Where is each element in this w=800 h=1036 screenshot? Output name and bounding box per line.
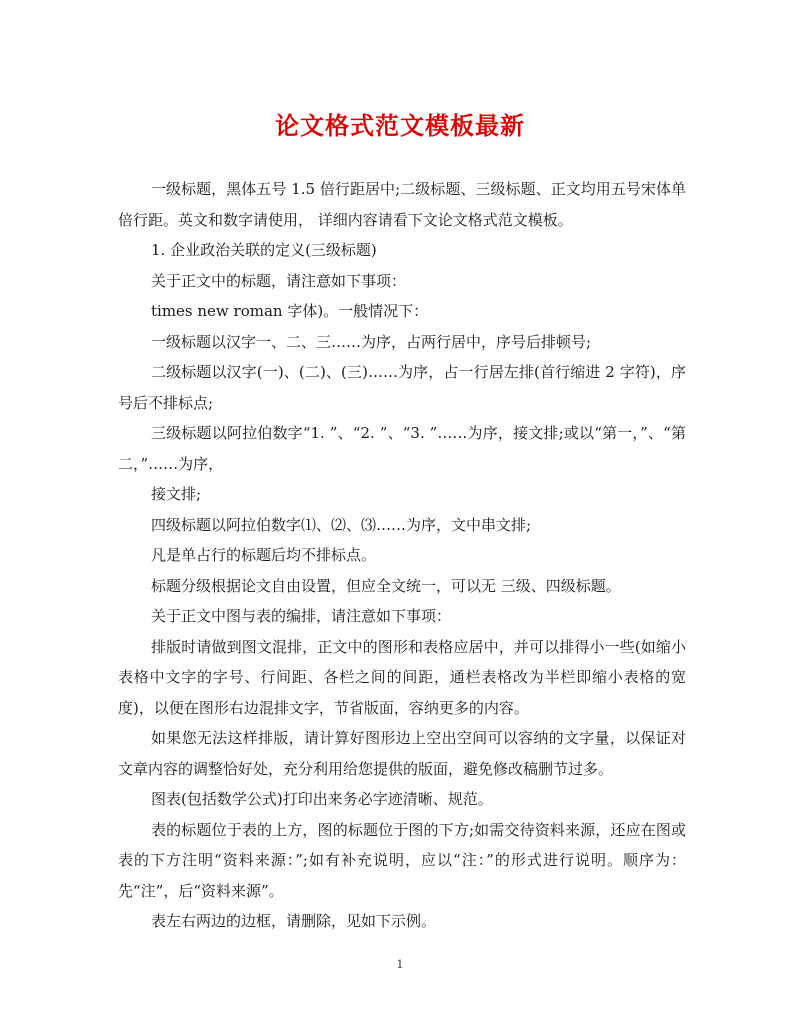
paragraph: 三级标题以阿拉伯数字“1. ”、“2. ”、“3. ”……为序，接文排;或以“第一，”、“第二，”……为序， bbox=[118, 424, 686, 473]
document-body bbox=[118, 174, 686, 937]
page-number: 1 bbox=[396, 958, 404, 971]
paragraph: 表的标题位于表的上方，图的标题位于图的下方;如需交待资料来源，还应在图或表的下方注明“资料来源：”;如有补充说明，应以“注：”的形式进行说明。顺序为：先“注”，后“资料来源”。 bbox=[118, 820, 686, 900]
paragraph: times new roman 字体)。一般情况下： bbox=[151, 302, 429, 320]
paragraph: 表左右两边的边框，请删除，见如下示例。 bbox=[151, 912, 437, 930]
document-title: 论文格式范文模板最新 bbox=[275, 111, 525, 140]
paragraph: 如果您无法这样排版，请计算好图形边上空出空间可以容纳的文字量，以保证对文章内容的调整恰好处，充分利用给您提供的版面，避免修改稿删节过多。 bbox=[118, 729, 686, 778]
paragraph: 关于正文中的标题，请注意如下事项： bbox=[151, 271, 407, 290]
paragraph: 凡是单占行的标题后均不排标点。 bbox=[151, 546, 377, 564]
paragraph: 一级标题，黑体五号 1.5 倍行距居中;二级标题、三级标题、正文均用五号宋体单倍行距。英文和数字请使用， 详细内容请看下文论文格式范文模板。 bbox=[118, 180, 686, 229]
paragraph: 排版时请做到图文混排，正文中的图形和表格应居中，并可以排得小一些(如缩小表格中文字的字号、行间距、各栏之间的间距，通栏表格改为半栏即缩小表格的宽度)，以便在图形右边混排文字，节省版面，容纳更多的内容。 bbox=[118, 637, 686, 717]
section-heading: 1. 企业政治关联的定义(三级标题) bbox=[151, 241, 377, 259]
paragraph: 标题分级根据论文自由设置，但应全文统一，可以无 三级、四级标题。 bbox=[151, 576, 621, 595]
paragraph: 关于正文中图与表的编排，请注意如下事项： bbox=[151, 607, 452, 625]
paragraph: 图表(包括数学公式)打印出来务必字迹清晰、规范。 bbox=[151, 790, 493, 808]
paragraph: 二级标题以汉字(一)、(二)、(三)……为序，占一行居左排(首行缩进 2 字符)，序号后不排标点; bbox=[118, 363, 686, 412]
paragraph: 一级标题以汉字一、二、三……为序，占两行居中，序号后排顿号; bbox=[151, 332, 592, 351]
paragraph: 四级标题以阿拉伯数字⑴、⑵、⑶……为序，文中串文排; bbox=[151, 515, 532, 534]
paragraph: 接文排; bbox=[151, 485, 202, 503]
